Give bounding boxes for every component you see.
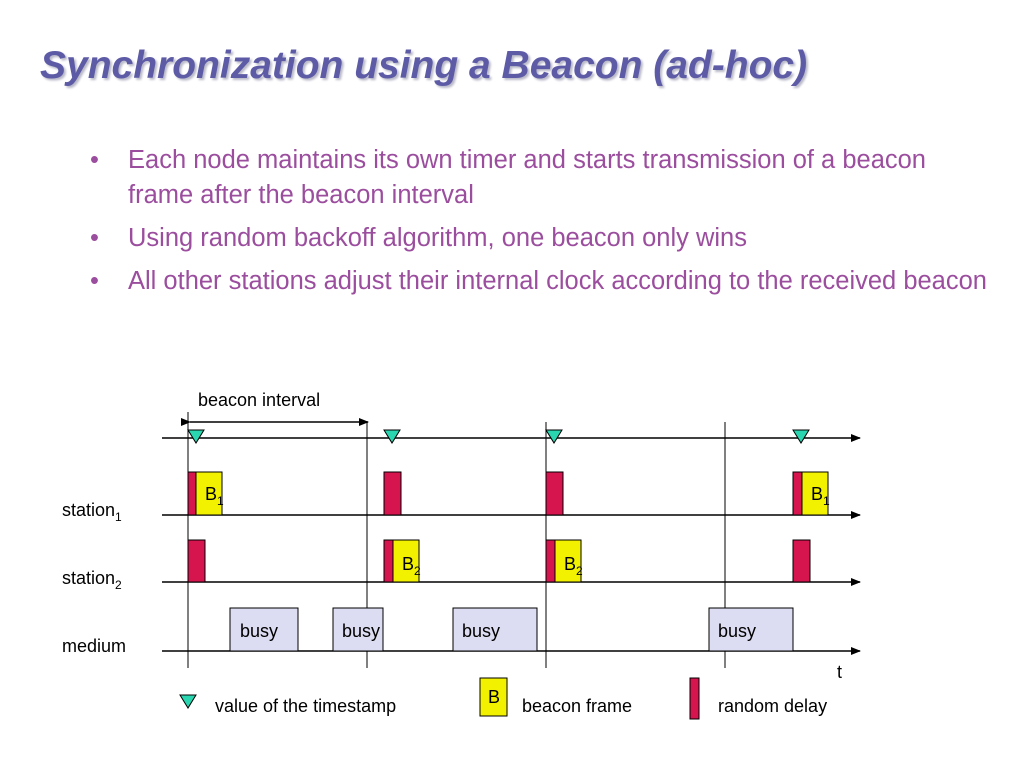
medium-label: medium xyxy=(62,636,127,656)
random-delay-block xyxy=(546,540,555,582)
random-delay-block xyxy=(793,540,810,582)
slide-title: Synchronization using a Beacon (ad-hoc) xyxy=(40,44,808,87)
beacon-frame-label: $B_2$ xyxy=(564,554,583,578)
timestamp-marker-icon xyxy=(793,430,809,443)
random-delay-block xyxy=(188,540,205,582)
timestamp-marker-icon xyxy=(546,430,562,443)
beacon-legend-letter: B xyxy=(488,687,501,707)
random-delay-block xyxy=(384,472,401,515)
bullet-item-3: • All other stations adjust their internal clock according to the received beacon xyxy=(90,264,990,299)
legend-delay-label: random delay xyxy=(718,696,828,716)
random-delay-block xyxy=(188,472,196,515)
station1-label: station$_1$ xyxy=(62,500,122,524)
timestamp-legend-icon xyxy=(180,695,196,708)
bullet-item-1: • Each node maintains its own timer and starts transmission of a beacon frame after the beacon interval xyxy=(90,143,990,213)
timestamp-marker-icon xyxy=(188,430,204,443)
busy-label: busy xyxy=(462,621,501,641)
station2-label: station$_2$ xyxy=(62,568,122,592)
delay-legend-icon xyxy=(690,678,699,719)
timestamp-marker-icon xyxy=(384,430,400,443)
beacon-interval-label: beacon interval xyxy=(198,390,321,410)
bullet-item-2: • Using random backoff algorithm, one beacon only wins xyxy=(90,221,990,256)
time-axis-label: t xyxy=(837,662,843,682)
beacon-frame-label: $B_2$ xyxy=(402,554,421,578)
beacon-frame-label: $B_1$ xyxy=(205,484,224,508)
beacon-frame-label: $B_1$ xyxy=(811,484,830,508)
legend-beacon-label: beacon frame xyxy=(522,696,633,716)
busy-label: busy xyxy=(240,621,279,641)
legend-timestamp-label: value of the timestamp xyxy=(215,696,397,716)
busy-label: busy xyxy=(718,621,757,641)
busy-label: busy xyxy=(342,621,381,641)
random-delay-block xyxy=(793,472,802,515)
random-delay-block xyxy=(546,472,563,515)
random-delay-block xyxy=(384,540,393,582)
